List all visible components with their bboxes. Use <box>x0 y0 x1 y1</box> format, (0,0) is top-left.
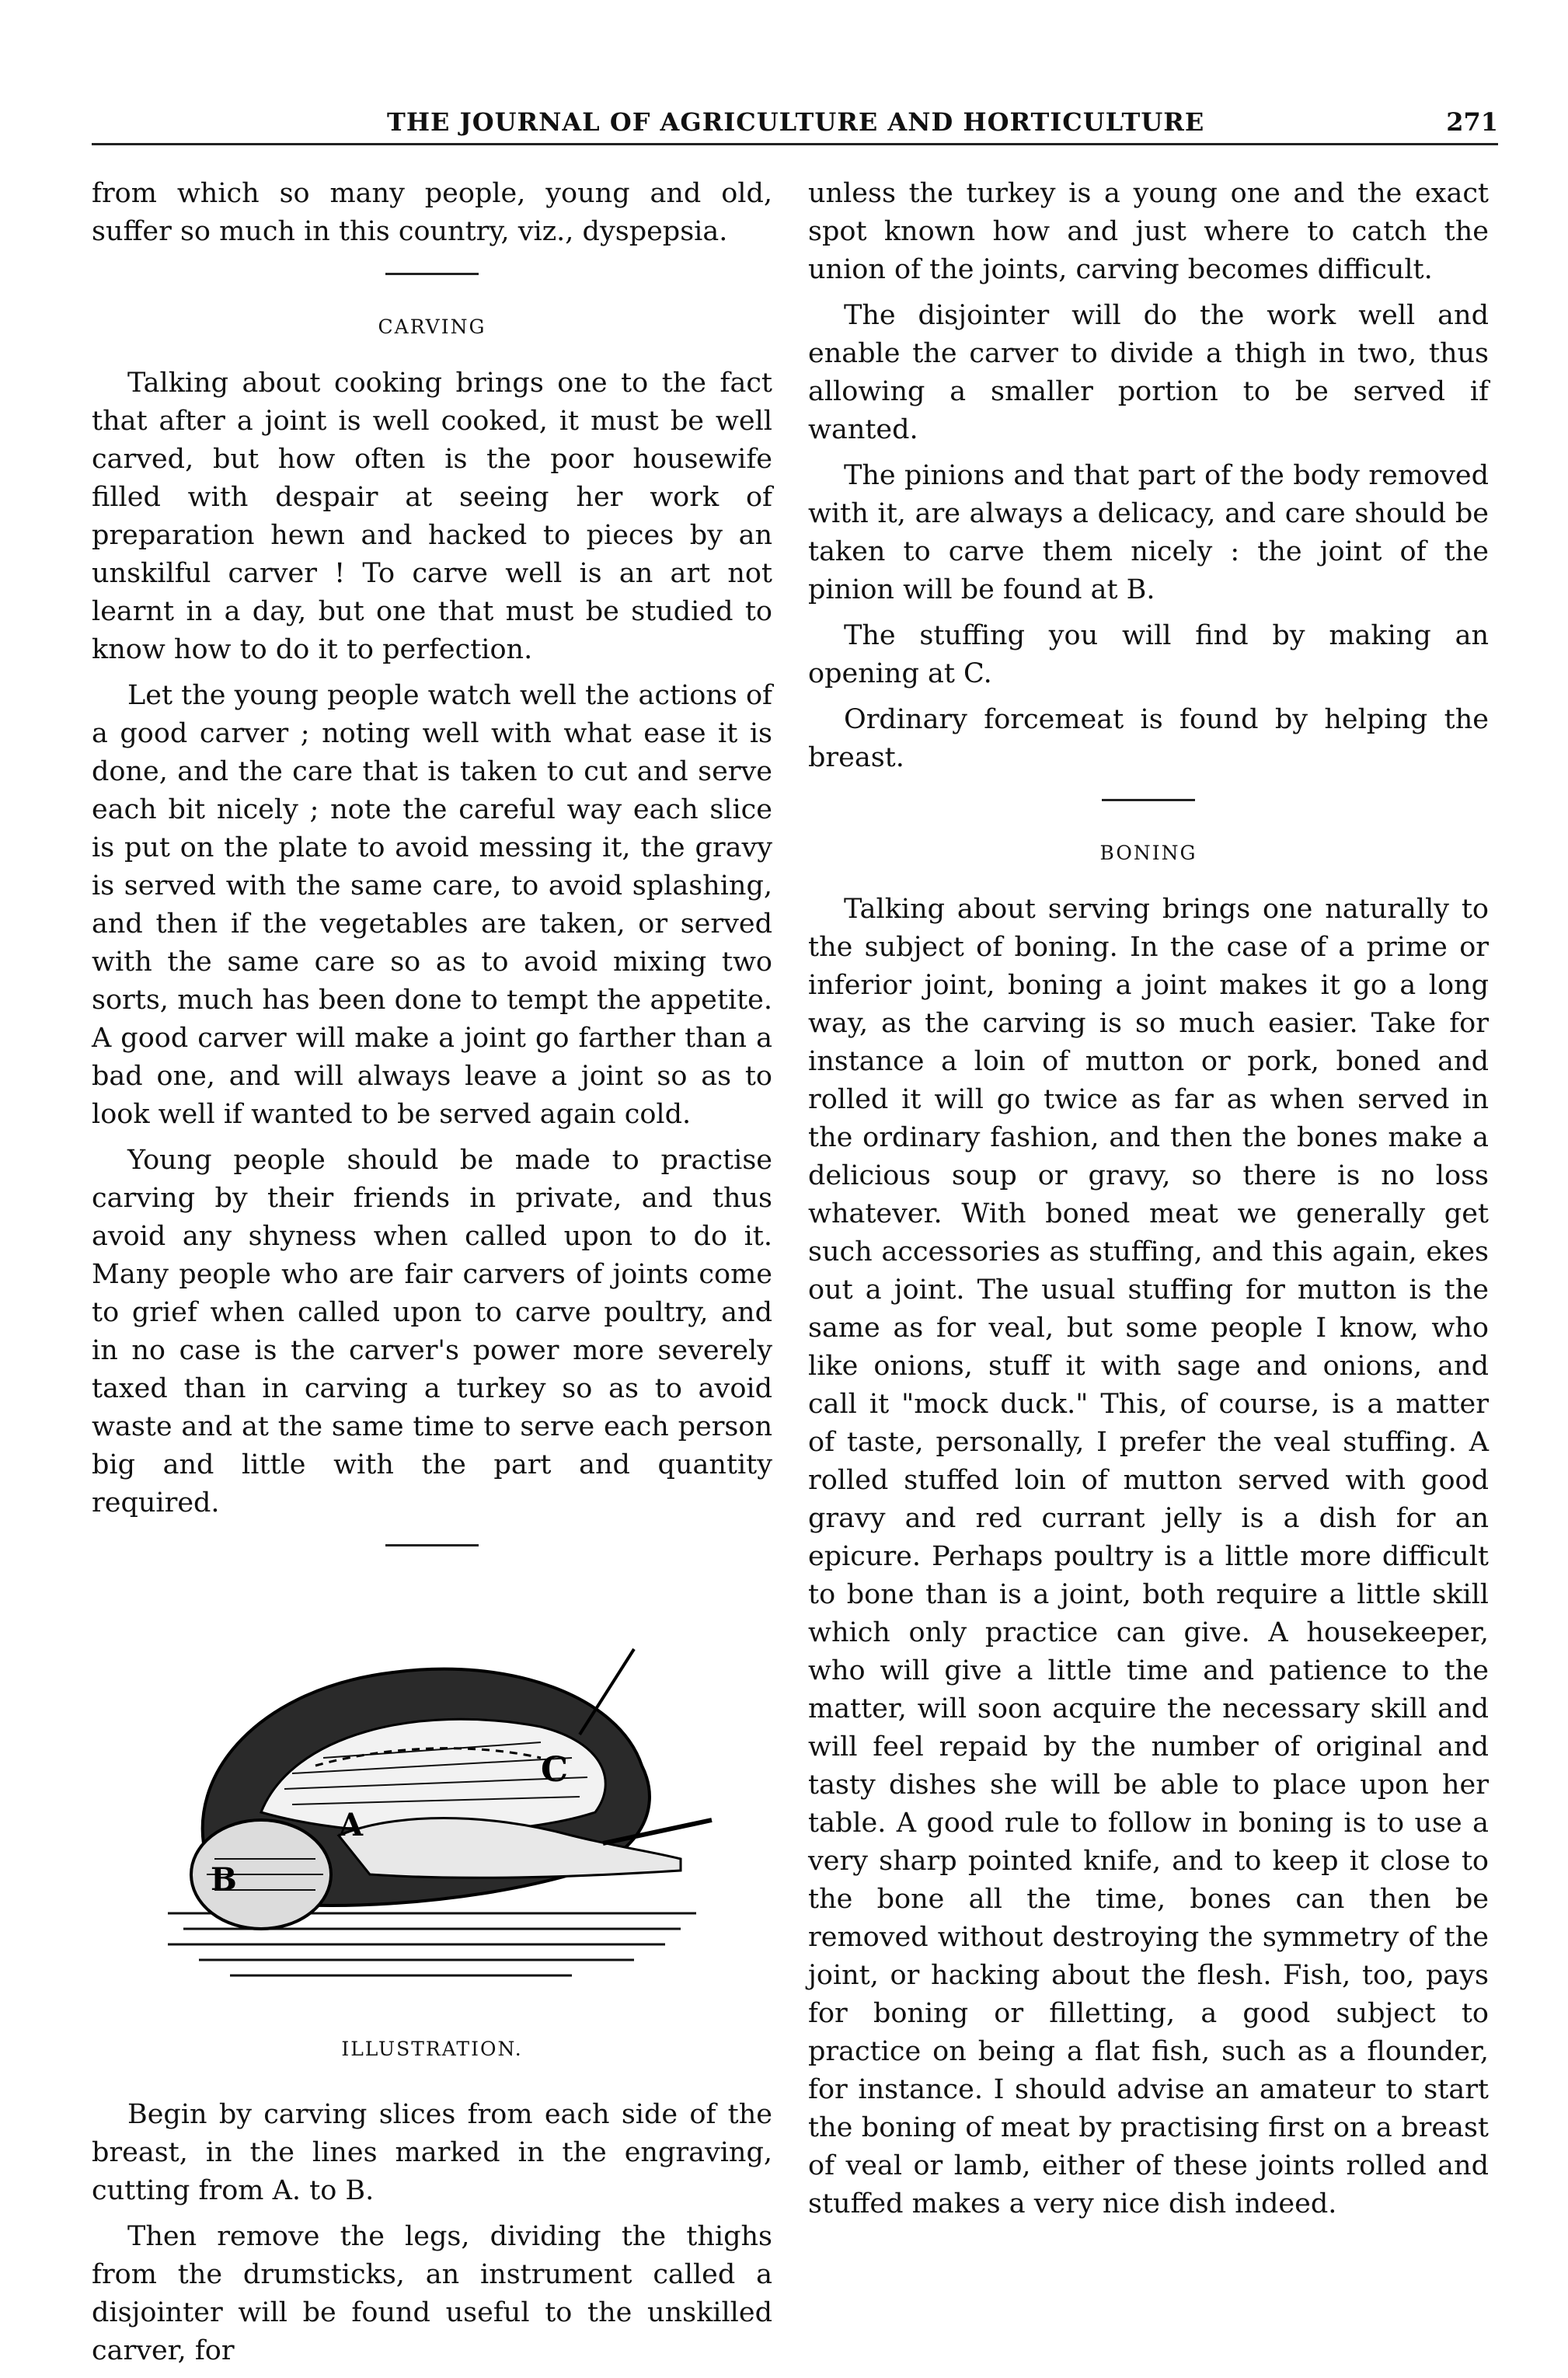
paragraph: The pinions and that part of the body removed with it, are always a delicacy, and care should be taken to carve them nicely : the joint of the pinion will be found at B. <box>808 460 1489 605</box>
paragraph: Ordinary forcemeat is found by helping the breast. <box>808 704 1489 773</box>
paragraph: Talking about cooking brings one to the fact that after a joint is well cooked, it must be well carved, but how often is the poor housewife filled with despair at seeing her work of preparation hewn and hacked to pieces by an unskilful carver ! To carve well is an art not learnt in a day, but one that must be studied to know how to do it to perfection. <box>92 368 772 665</box>
paragraph: Talking about serving brings one naturally to the subject of boning. In the case of a prime or inferior joint, boning a joint makes it go a long way, as the carving is so much easier. Take for instance a loin of mutton or pork, boned and rolled it will go twice as far as when served in the ordinary fashion, and then the bones make a delicious soup or gravy, so there is no loss whatever. With boned meat we generally get such accessories as stuffing, and this again, ekes out a joint. The usual stuffing for mutton is the same as for veal, but some people I know, who like onions, stuff it with sage and onions, and call it "mock duck." This, of course, is a matter of taste, personally, I prefer the veal stuffing. A rolled stuffed loin of mutton served with good gravy and red currant jelly is a dish for an epicure. Perhaps poultry is a little more difficult to bone than is a joint, both require a little skill which only practice can give. A housekeeper, who will give a little time and patience to the matter, will soon acquire the necessary skill and will feel repaid by the number of original and tasty dishes she will be able to place upon her table. A good rule to follow in boning is to use a very sharp pointed knife, and to keep it close to the bone all the time, bones can then be removed without destroying the symmetry of the joint, or hacking about the flesh. Fish, too, pays for boning or filletting, a good subject to practice on being a flat fish, such as a flounder, for instance. I should advise an amateur to start the boning of meat by practising first on a breast of veal or lamb, either of these joints rolled and stuffed makes a very nice dish indeed. <box>808 894 1489 2219</box>
turkey-engraving <box>137 1579 727 2014</box>
section-divider <box>385 1544 479 1546</box>
section-heading-carving: CARVING <box>378 316 486 338</box>
figure-label-b: B <box>211 1861 237 1898</box>
section-divider <box>385 273 479 275</box>
paragraph: The stuffing you will find by making an opening at C. <box>808 620 1489 689</box>
figure-caption: ILLUSTRATION. <box>341 2038 523 2060</box>
figure-label-c: C <box>541 1750 569 1790</box>
page-number: 271 <box>1446 107 1498 137</box>
right-column <box>808 175 1489 2231</box>
paragraph-intro: from which so many people, young and old, suffer so much in this country, viz., dyspepsia. <box>92 178 772 247</box>
running-head: THE JOURNAL OF AGRICULTURE AND HORTICULTURE <box>387 107 1205 137</box>
paragraph: Let the young people watch well the actions of a good carver ; noting well with what ease it is done, and the care that is taken to cut and serve each bit nicely ; note the careful way each slice is put on the plate to avoid messing it, the gravy is served with the same care, to avoid splashing, and then if the vegetables are taken, or served with the same care so as to avoid mixing two sorts, much has been done to tempt the appetite. A good carver will make a joint go farther than a bad one, and will always leave a joint so as to look well if wanted to be served again cold. <box>92 680 772 1130</box>
section-divider <box>1102 799 1195 801</box>
page-header <box>92 99 1498 145</box>
paragraph: The disjointer will do the work well and enable the carver to divide a thigh in two, thus allowing a smaller portion to be served if wanted. <box>808 300 1489 445</box>
paragraph: Young people should be made to practise carving by their friends in private, and thus avoid any shyness when called upon to do it. Many people who are fair carvers of joints come to grief when called upon to carve poultry, and in no case is the carver's power more severely taxed than in carving a turkey so as to avoid waste and at the same time to serve each person big and little with the part and quantity required. <box>92 1145 772 1519</box>
paragraph: unless the turkey is a young one and the exact spot known how and just where to catch the union of the joints, carving becomes difficult. <box>808 178 1489 285</box>
paragraph: Then remove the legs, dividing the thighs from the drumsticks, an instrument called a disjointer will be found useful to the unskilled carver, for <box>92 2221 772 2366</box>
figure-label-a: A <box>339 1807 364 1843</box>
paragraph: Begin by carving slices from each side of the breast, in the lines marked in the engraving, cutting from A. to B. <box>92 2099 772 2206</box>
section-heading-boning: BONING <box>1099 842 1197 864</box>
left-column <box>92 175 772 2378</box>
